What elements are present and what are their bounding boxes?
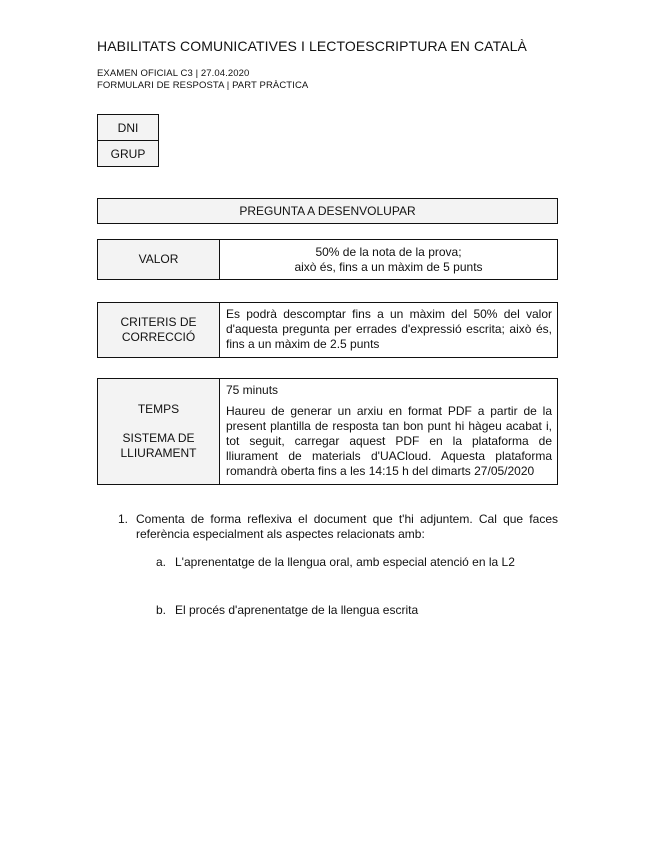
temps-label-text: TEMPS <box>137 402 180 416</box>
valor-line-2: això és, fins a un màxim de 5 punts <box>294 259 483 274</box>
sub-item-b <box>156 603 418 617</box>
temps-table <box>97 378 558 485</box>
valor-line-1: 50% de la nota de la prova; <box>315 244 462 259</box>
valor-value <box>220 240 557 279</box>
delivery-text: Haureu de generar un arxiu en format PDF a partir de la present plantilla de resposta tan bon punt hi hàgeu acabat i, tot seguit, carregar aquest PDF en la plataforma de lliurament de materials d'UACloud. Aquesta plataforma romandrà oberta fins a les 14:15 h del dimarts 27/05/2020 <box>226 404 552 478</box>
sistema-label-line-1: SISTEMA DE <box>122 431 195 445</box>
group-label: GRUP <box>98 140 158 166</box>
temps-value <box>220 379 557 484</box>
time-value: 75 minuts <box>226 383 279 397</box>
criteris-label <box>98 303 220 357</box>
criteris-table <box>97 302 558 358</box>
criteris-label-line-1: CRITERIS DE <box>120 315 197 329</box>
document-title: HABILITATS COMUNICATIVES I LECTOESCRIPTURA EN CATALÀ <box>97 38 527 54</box>
criteris-label-line-2: CORRECCIÓ <box>121 330 196 344</box>
sub-item-a-letter: a. <box>156 555 167 569</box>
sub-item-a-text: L'aprenentatge de la llengua oral, amb especial atenció en la L2 <box>175 555 515 569</box>
temps-label <box>98 379 220 484</box>
valor-label <box>98 240 220 279</box>
exam-info: EXAMEN OFICIAL C3 | 27.04.2020 <box>97 68 250 79</box>
dni-label: DNI <box>98 115 158 140</box>
question-number: 1. <box>118 512 129 526</box>
valor-label-text: VALOR <box>138 252 179 266</box>
id-table <box>97 114 159 167</box>
question-header: PREGUNTA A DESENVOLUPAR <box>97 198 558 224</box>
criteris-text: Es podrà descomptar fins a un màxim del 50% del valor d'aquesta pregunta per errades d'expressió escrita; això és, fins a un màxim de 2.5 punts <box>226 307 552 351</box>
sub-item-b-letter: b. <box>156 603 167 617</box>
question-item <box>118 512 558 542</box>
valor-table <box>97 239 558 280</box>
sistema-label-line-2: LLIURAMENT <box>120 446 197 460</box>
form-info: FORMULARI DE RESPOSTA | PART PRÀCTICA <box>97 80 309 91</box>
sub-item-b-text: El procés d'aprenentatge de la llengua escrita <box>175 603 419 617</box>
sub-item-a <box>156 555 515 569</box>
question-text: Comenta de forma reflexiva el document que t'hi adjuntem. Cal que faces referència especialment als aspectes relacionats amb: <box>136 512 558 541</box>
